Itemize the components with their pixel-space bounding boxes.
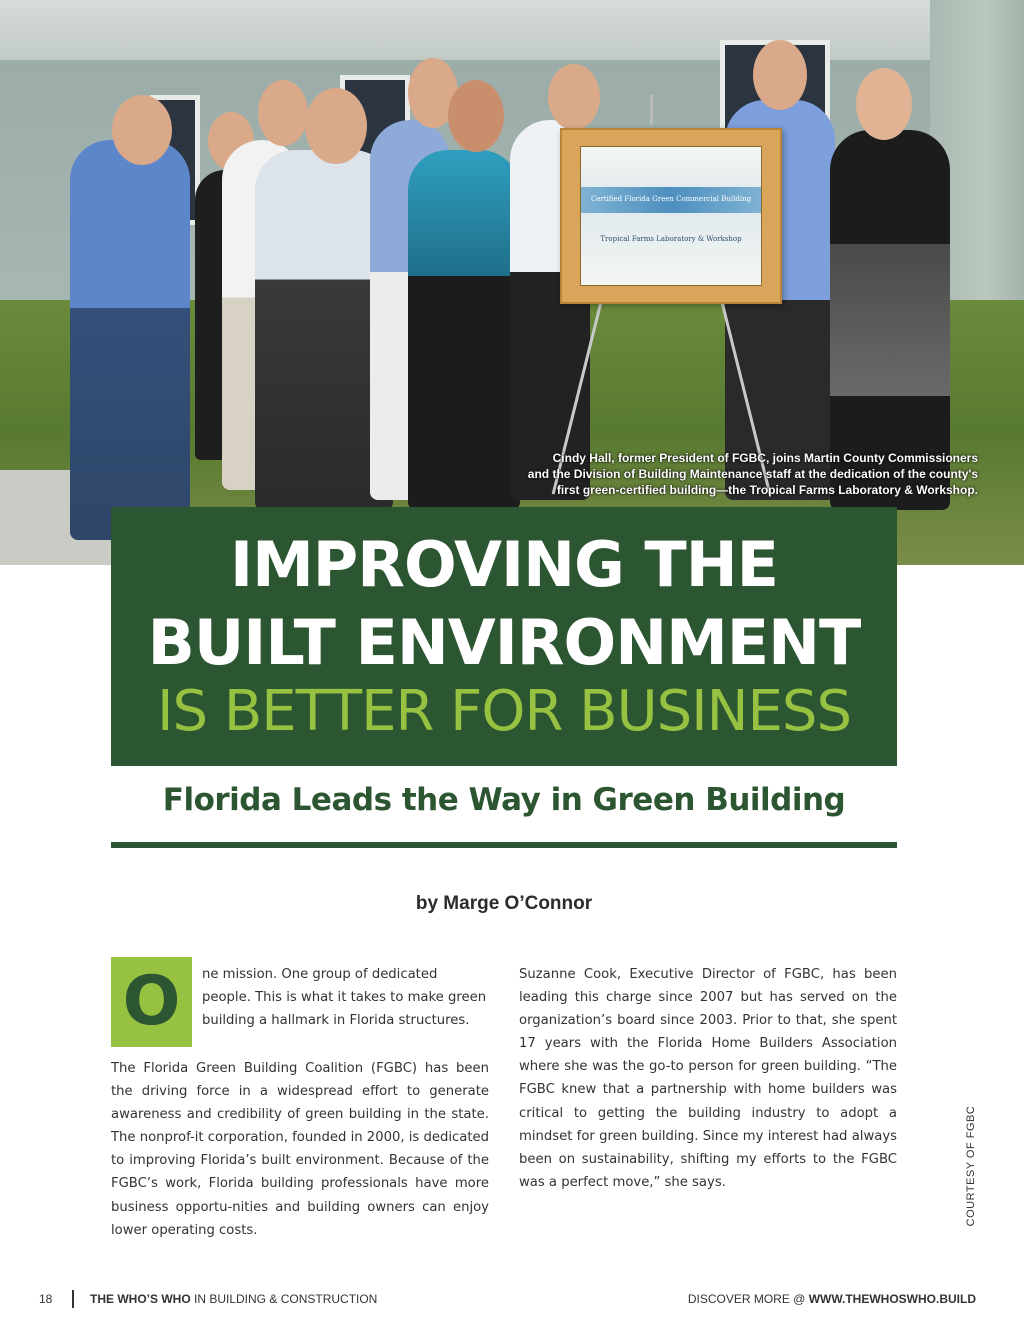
website-link[interactable]: WWW.THEWHOSWHO.BUILD: [808, 1292, 976, 1306]
certificate-plaque: [560, 128, 782, 304]
drop-cap: O: [111, 957, 192, 1047]
certificate-building-name: Tropical Farms Laboratory & Workshop: [600, 235, 742, 243]
person-head: [258, 80, 308, 146]
person-head: [753, 40, 807, 110]
headline-line-3: IS BETTER FOR BUSINESS: [156, 679, 852, 744]
byline: by Marge O’Connor: [415, 893, 593, 914]
headline-line-1: IMPROVING THE: [230, 528, 778, 601]
person-head: [112, 95, 172, 165]
photo-credit: COURTESY OF FGBC: [965, 1105, 977, 1227]
discover-prefix: DISCOVER MORE @: [687, 1292, 809, 1306]
person-head: [856, 68, 912, 140]
certificate: [580, 146, 762, 286]
building-roof: [0, 0, 1024, 60]
caption-line: first green-certified building—the Tropical Farms Laboratory & Workshop.: [556, 483, 978, 497]
person-head: [548, 64, 600, 130]
hero-photo: [0, 0, 1024, 565]
discover-more: [688, 1292, 976, 1306]
headline-line-2: BUILT ENVIRONMENT: [147, 606, 861, 679]
publication-name-bold: THE WHO’S WHO: [90, 1292, 191, 1306]
photo-caption: [458, 450, 978, 498]
opening-paragraph: ne mission. One group of dedicated people. This is what it takes to make green building a hallmark in Florida structures.: [202, 967, 487, 1029]
publication-name-rest: IN BUILDING & CONSTRUCTION: [190, 1292, 378, 1306]
easel-top: [650, 95, 653, 125]
article-subtitle: Florida Leads the Way in Green Building: [162, 782, 846, 818]
caption-line: Cindy Hall, former President of FGBC, joins Martin County Commissioners: [552, 451, 978, 465]
person: [70, 140, 190, 540]
footer-separator: [72, 1290, 74, 1308]
body-paragraph: Suzanne Cook, Executive Director of FGBC, has been leading this charge since 2007 but has served on the organization’s board since 2003. Prior to that, she spent 17 years with the Florida Home Builders Association where she was the go-to person for green building. “The FGBC knew that a partnership with home builders was critical to getting the building industry to adopt a mindset for green building. Since my interest had always been on sustainability, shifting my efforts to the FGBC was a perfect move,” she says.: [519, 967, 897, 1190]
person-head: [448, 80, 504, 152]
divider-rule: [111, 842, 897, 848]
page-number: 18: [39, 1292, 53, 1306]
certificate-heading: Certified Florida Green Commercial Building: [590, 195, 752, 203]
publication-name: [90, 1292, 377, 1306]
body-paragraph: The Florida Green Building Coalition (FGBC) has been the driving force in a widespread effort to generate awareness and credibility of green building in the state. The nonprof-it corporation, founded in 2000, is dedicated to improving Florida’s built environment. Because of the FGBC’s work, Florida building professionals have more business opportu-nities and building owners can enjoy lower operating costs.: [111, 1061, 489, 1238]
caption-line: and the Division of Building Maintenance staff at the dedication of the county's: [527, 467, 978, 481]
person-head: [305, 88, 367, 164]
headline-box: [111, 507, 897, 766]
